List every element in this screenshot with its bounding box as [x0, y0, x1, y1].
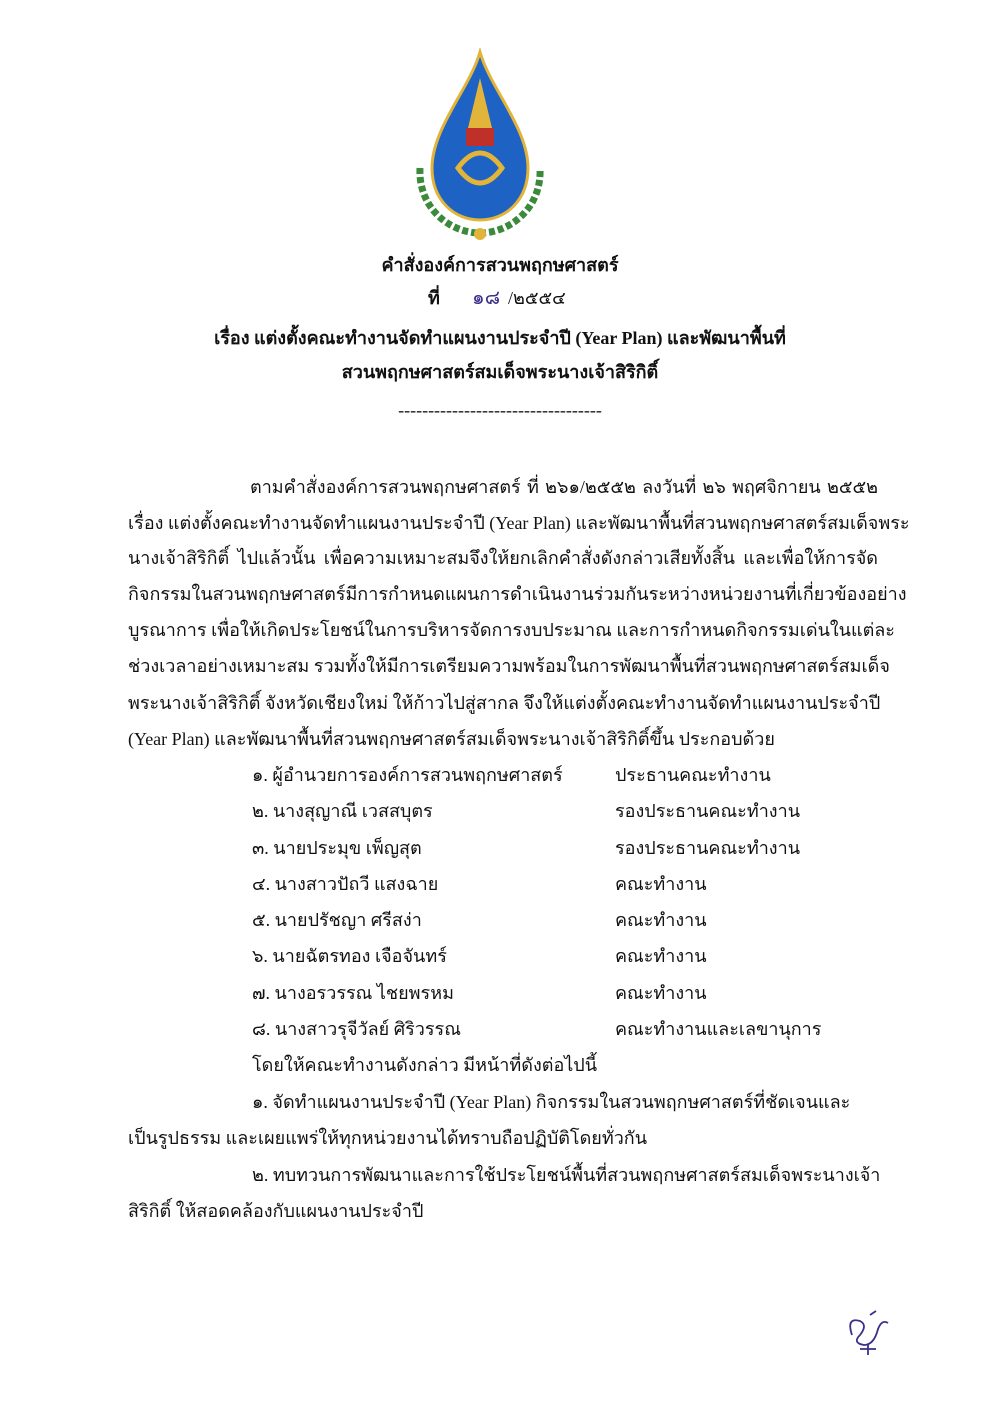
member-name: ๔. นางสาวปัถวี แสงฉาย	[252, 874, 439, 894]
paragraph-line: นางเจ้าสิริกิติ์ ไปแล้วนั้น เพื่อความเหมาะสมจึงให้ยกเลิกคำสั่งดังกล่าวเสียทั้งสิ้น และเพื่อให้การจัด	[128, 548, 878, 568]
duty-1-line-2: เป็นรูปธรรม และเผยแพร่ให้ทุกหน่วยงานได้ทราบถือปฏิบัติโดยทั่วกัน	[128, 1128, 648, 1148]
order-number-handwritten: ๑๘	[472, 287, 501, 309]
duty-1-line-1: ๑. จัดทำแผนงานประจำปี (Year Plan) กิจกรรมในสวนพฤกษศาสตร์ที่ชัดเจนและ	[252, 1092, 851, 1112]
member-role: คณะทำงาน	[615, 946, 707, 966]
duty-2-line-1: ๒. ทบทวนการพัฒนาและการใช้ประโยชน์พื้นที่สวนพฤกษศาสตร์สมเด็จพระนางเจ้า	[252, 1165, 881, 1185]
paragraph-line: ช่วงเวลาอย่างเหมาะสม รวมทั้งให้มีการเตรียมความพร้อมในการพัฒนาพื้นที่สวนพฤกษศาสตร์สมเด็จ	[128, 656, 890, 676]
member-role: คณะทำงาน	[615, 983, 707, 1003]
order-title: คำสั่งองค์การสวนพฤกษศาสตร์	[381, 255, 619, 275]
organization-logo	[410, 48, 550, 243]
order-number-label: ที่	[428, 288, 440, 308]
member-role: รองประธานคณะทำงาน	[615, 838, 801, 858]
member-role: คณะทำงาน	[615, 910, 707, 930]
paragraph-line: ตามคำสั่งองค์การสวนพฤกษศาสตร์ ที่ ๒๖๑/๒๕๕๒ ลงวันที่ ๒๖ พฤศจิกายน ๒๕๕๒	[250, 477, 878, 497]
handwritten-initials-signature	[840, 1305, 895, 1360]
paragraph-line: กิจกรรมในสวนพฤกษศาสตร์มีการกำหนดแผนการดำเนินงานร่วมกันระหว่างหน่วยงานที่เกี่ยวข้องอย่าง	[128, 584, 907, 604]
paragraph-line: เรื่อง แต่งตั้งคณะทำงานจัดทำแผนงานประจำปี (Year Plan) และพัฒนาพื้นที่สวนพฤกษศาสตร์สมเด็จพระ	[128, 513, 910, 533]
paragraph-line: บูรณาการ เพื่อให้เกิดประโยชน์ในการบริหารจัดการงบประมาณ และการกำหนดกิจกรรมเด่นในแต่ละ	[128, 620, 895, 640]
member-name: ๖. นายฉัตรทอง เจือจันทร์	[252, 946, 447, 966]
subject-line-1: เรื่อง แต่งตั้งคณะทำงานจัดทำแผนงานประจำปี (Year Plan) และพัฒนาพื้นที่	[214, 328, 786, 348]
member-name: ๘. นางสาวรุจีวัลย์ ศิริวรรณ	[252, 1019, 461, 1039]
member-name: ๕. นายปรัชญา ศรีสง่า	[252, 910, 422, 930]
member-name: ๑. ผู้อำนวยการองค์การสวนพฤกษศาสตร์	[252, 765, 563, 785]
duty-2-line-2: สิริกิติ์ ให้สอดคล้องกับแผนงานประจำปี	[128, 1201, 424, 1221]
member-role: คณะทำงานและเลขานุการ	[615, 1019, 822, 1039]
duties-intro: โดยให้คณะทำงานดังกล่าว มีหน้าที่ดังต่อไปนี้	[252, 1055, 598, 1075]
paragraph-line: (Year Plan) และพัฒนาพื้นที่สวนพฤกษศาสตร์สมเด็จพระนางเจ้าสิริกิติ์ขึ้น ประกอบด้วย	[128, 729, 775, 749]
member-name: ๗. นางอรวรรณ ไชยพรหม	[252, 983, 454, 1003]
paragraph-line: พระนางเจ้าสิริกิติ์ จังหวัดเชียงใหม่ ให้ก้าวไปสู่สากล จึงให้แต่งตั้งคณะทำงานจัดทำแผนงานประจำปี	[128, 693, 881, 713]
member-role: ประธานคณะทำงาน	[615, 765, 771, 785]
order-number-year: /๒๕๕๔	[508, 288, 566, 308]
subject-line-2: สวนพฤกษศาสตร์สมเด็จพระนางเจ้าสิริกิติ์	[341, 362, 659, 382]
member-role: รองประธานคณะทำงาน	[615, 801, 801, 821]
member-name: ๓. นายประมุข เพ็ญสุต	[252, 838, 422, 858]
member-name: ๒. นางสุญาณี เวสสบุตร	[252, 801, 433, 821]
member-role: คณะทำงาน	[615, 874, 707, 894]
divider: ----------------------------------	[398, 400, 602, 420]
